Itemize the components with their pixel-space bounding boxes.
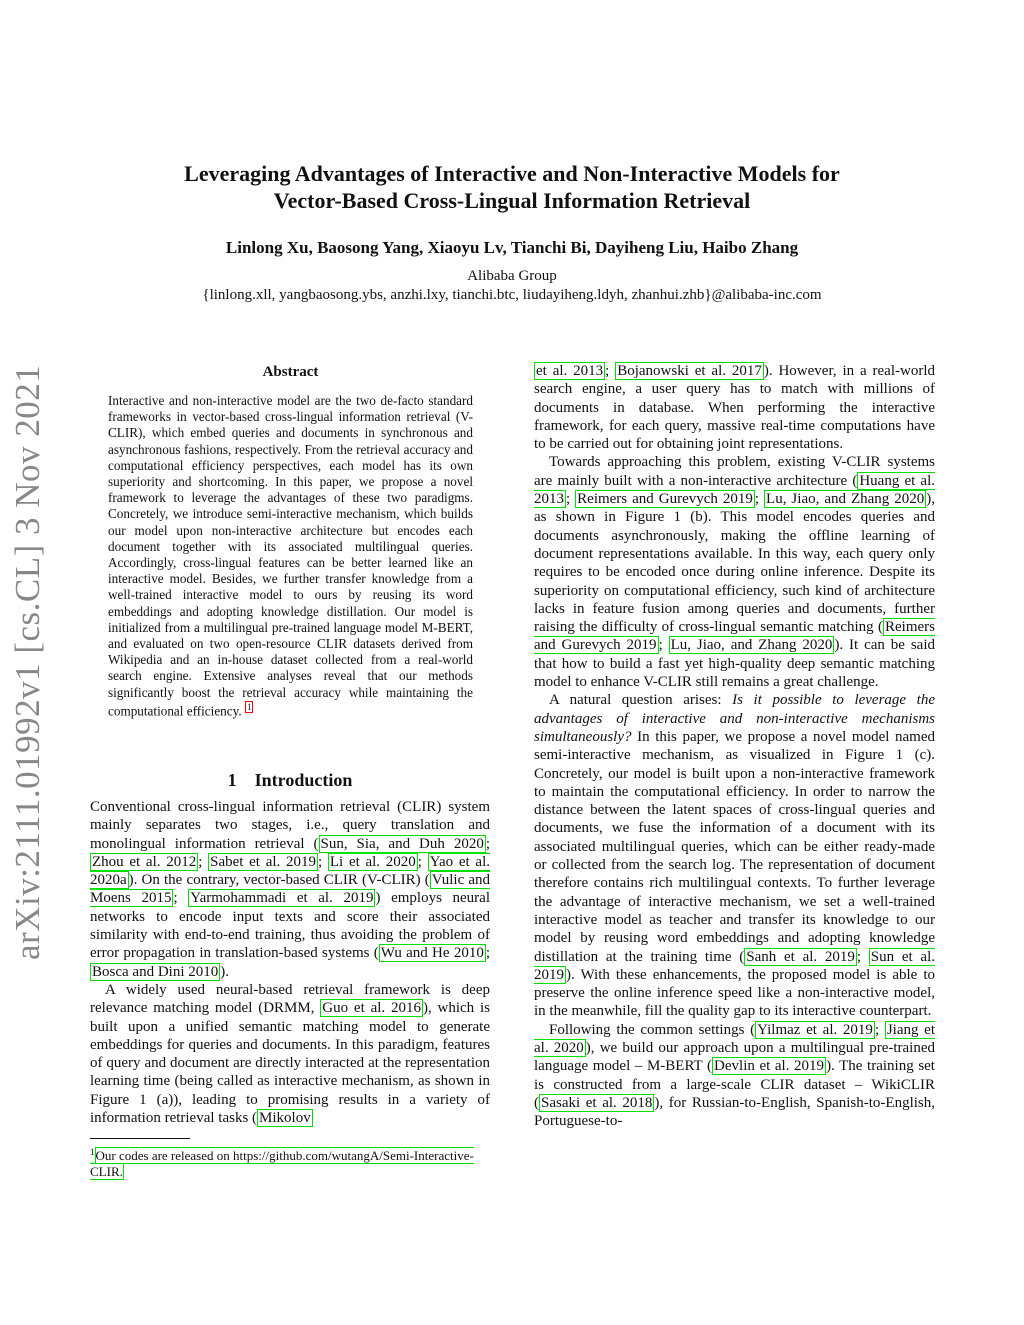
citation-link[interactable]: Sun et al. 2019 (534, 948, 935, 983)
intro-paragraph-1: Conventional cross-lingual information retrieval (CLIR) system mainly separates two stages, i.e., query translation and monolingual information retrieval ( Sun, Sia, and Duh 2020 ; Zhou et al. 2012 ; Sabet et al. 2019 ; Li et al. 2020 ; Yao et al. 2020a ). On the contrary, vector-based CLIR (V-CLIR) ( Vulic and Moens 2015 ; Yarmohammadi et al. 2019 ) employs neural networks to encode input texts and score their associated similarity with end-to-end training, thus avoiding the problem of error propagation in translation-based systems ( Wu and He 2010 ; Bosca and Dini 2010 ). (90, 799, 491, 980)
arxiv-stamp: arXiv:2111.01992v1 [cs.CL] 3 Nov 2021 (8, 364, 47, 960)
text: Towards approaching this problem, existing V-CLIR systems are mainly built with a non-interactive architecture ( (534, 454, 935, 489)
citation-link[interactable]: Lu, Jiao, and Zhang 2020 (670, 637, 833, 654)
text: ). The training set is constructed from a large-scale CLIR dataset – WikiCLIR ( (534, 1058, 935, 1111)
section-number: 1 (227, 770, 237, 790)
citation-link[interactable]: Guo et al. 2016 (322, 1000, 421, 1017)
citation-link[interactable]: et al. 2013 (536, 363, 604, 379)
text: ), which is built upon a unified semantic matching model to generate embeddings for queries and documents. In this paradigm, features of query and document are directly interacted at the representation learning time (being called as interactive mechanism, as shown in Figure 1 (a)), leading to promising results in a variety of information retrieval tasks ( (90, 1000, 490, 1127)
citation-link[interactable]: Mikolov (259, 1110, 311, 1127)
citation-link[interactable]: Reimers and Gurevych 2019 (534, 619, 935, 654)
footnote (90, 1144, 490, 1180)
title-line-1: Leveraging Advantages of Interactive and Non-Interactive Models for (184, 161, 840, 186)
text: ) employs neural networks to encode input texts and score their associated similarity with end-to-end training, thus avoiding the problem of error propagation in translation-based systems ( (90, 890, 490, 962)
citation-link[interactable]: Jiang et al. 2020 (534, 1021, 935, 1056)
citation-link[interactable]: Zhou et al. 2012 (92, 853, 197, 870)
text: ). (220, 963, 229, 980)
text: ). It can be said that how to build a fast yet high-quality deep semantic matching model to enhance V-CLIR still remains a great challenge. (534, 637, 935, 691)
intro-paragraph-2 (90, 981, 490, 1127)
footnote-rule (90, 1138, 190, 1139)
intro-paragraph-5: A natural question arises: Is it possible to leverage the advantages of interactive and non-interactive mechanisms simultaneously? In this paper, we propose a novel model named semi-interactive mechanism, as visualized in Figure 1 (c). Concretely, our model is built upon a non-interactive framework to maintain the computational efficiency. In order to narrow the distance between the latent spaces of cross-lingual queries and documents, we fuse the information of a document with its associated multilingual queries, which can be either ready-made or collected from the search log. The representation of document therefore contains rich multilingual contexts. To further leverage the advantage of interactive mechanism, we set a well-trained interactive model as teacher and transfer its knowledge to our model by reusing word embeddings and adopting knowledge distillation at the training time ( Sanh et al. 2019 ; Sun et al. 2019 ). With these enhancements, the proposed model is able to preserve the online inference speed like a non-interactive model, in the meanwhile, fill the quality gap to its interactive counterpart. (534, 692, 935, 1020)
citation-link[interactable]: Yao et al. 2020a (90, 853, 490, 889)
intro-paragraph-6: Following the common settings ( Yilmaz et al. 2019 ; Jiang et al. 2020 ), we build our approach upon a multilingual pre-trained language model – M-BERT ( Devlin et al. 2019 ). The training set is constructed from a large-scale CLIR dataset – WikiCLIR ( Sasaki et al. 2018 ), for Russian-to-English, Spanish-to-English, Portuguese-to- (534, 1021, 935, 1130)
text: Following the common settings ( (549, 1021, 756, 1038)
right-column (534, 362, 935, 1130)
citation-link[interactable]: Bosca and Dini 2010 (92, 963, 219, 980)
footnote-link[interactable]: 1 (246, 701, 252, 712)
citation-link[interactable]: Yarmohammadi et al. 2019 (190, 890, 374, 907)
abstract-text: Interactive and non-interactive model are the two de-facto standard frameworks in vector-based cross-lingual information retrieval (V-CLIR), which embed queries and documents in synchronous and asynchronous fashions, respectively. From the retrieval accuracy and computational efficiency perspectives, each model has its own superiority and shortcoming. In this paper, we propose a novel framework to leverage the advantages of these two paradigms. Concretely, we introduce semi-interactive mechanism, which builds our model upon non-interactive architecture but encodes each document together with its associated multilingual queries. Accordingly, cross-lingual features can be better learned like an interactive model. Besides, we further transfer knowledge from a well-trained interactive model to ours by reusing its word embeddings and adopting knowledge distillation. Our model is initialized from a multilingual pre-trained language model M-BERT, and evaluated on two open-resource CLIR datasets derived from Wikipedia and an in-house dataset collected from a real-world search engine. Extensive analyses reveal that our methods significantly boost the retrieval accuracy while maintaining the computational efficiency. (108, 393, 473, 719)
citation-link[interactable]: Reimers and Gurevych 2019 (577, 491, 753, 508)
text: ), as shown in Figure 1 (b). This model encodes queries and documents asynchronously, making the offline learning of document representations available. In this way, each query only requires to be encoded once during online inference. Despite its superiority on computational efficiency, such kind of architecture lacks in feature fusion among queries and documents, further raising the difficulty of cross-lingual semantic matching ( (534, 491, 936, 636)
author-emails: {linlong.xll, yangbaosong.ybs, anzhi.lxy, tianchi.btc, liudayiheng.ldyh, zhanhui.zhb}@alibaba-inc.com (202, 287, 822, 303)
text: Conventional cross-lingual information retrieval (CLIR) system mainly separates two stages, i.e., query translation and monolingual information retrieval ( (90, 799, 490, 852)
author-list: Linlong Xu, Baosong Yang, Xiaoyu Lv, Tianchi Bi, Dayiheng Liu, Haibo Zhang (225, 238, 799, 257)
text: A widely used neural-based retrieval framework is deep relevance matching model (DRMM, (90, 981, 490, 1017)
intro-paragraph-4: Towards approaching this problem, existing V-CLIR systems are mainly built with a non-interactive architecture ( Huang et al. 2013 ; Reimers and Gurevych 2019 ; Lu, Jiao, and Zhang 2020 ), as shown in Figure 1 (b). This model encodes queries and documents asynchronously, making the offline learning of document representations available. In this way, each query only requires to be encoded once during online inference. Despite its superiority on computational efficiency, such kind of architecture lacks in feature fusion among queries and documents, further raising the difficulty of cross-lingual semantic matching ( Reimers and Gurevych 2019 ; Lu, Jiao, and Zhang 2020 ). It can be said that how to build a fast yet high-quality deep semantic matching model to enhance V-CLIR still remains a great challenge. (534, 454, 936, 691)
research-question: Is it possible to leverage the advantages of interactive and non-interactive mechanisms simultaneously? (534, 692, 935, 745)
abstract-body (108, 393, 473, 719)
text: A natural question arises: (549, 692, 733, 709)
left-column (90, 798, 490, 1127)
citation-link[interactable]: Vulic and Moens 2015 (90, 872, 491, 907)
citation-link[interactable]: Sabet et al. 2019 (210, 853, 316, 870)
affiliation: Alibaba Group (467, 268, 557, 284)
paper-title (0, 160, 1024, 214)
citation-link[interactable]: Wu and He 2010 (380, 945, 484, 962)
citation-link[interactable]: Devlin et al. 2019 (714, 1058, 825, 1075)
text: ). On the contrary, vector-based CLIR (V-CLIR) ( (128, 872, 430, 889)
text: ). With these enhancements, the proposed model is able to preserve the online inference speed like a non-interactive model, in the meanwhile, fill the quality gap to its interactive counterpart. (534, 966, 935, 1020)
text: ), for Russian-to-English, Spanish-to-English, Portuguese-to- (534, 1094, 935, 1130)
text: ). However, in a real-world search engine, a user query has to match with millions of documents in database. When performing the interactive framework, for each query, massive real-time computations have to be carried out for obtaining joint representations. (534, 363, 935, 453)
footnote-number: 1 (90, 1147, 95, 1157)
citation-link[interactable]: Sasaki et al. 2018 (541, 1094, 653, 1111)
intro-paragraph-3: et al. 2013 ; Bojanowski et al. 2017 ). However, in a real-world search engine, a user query has to match with millions of documents in database. When performing the interactive framework, for each query, massive real-time computations have to be carried out for obtaining joint representations. (534, 363, 935, 453)
citation-link[interactable]: Li et al. 2020 (329, 853, 416, 870)
section-heading-introduction (90, 770, 490, 791)
text: ), we build our approach upon a multilingual pre-trained language model – M-BERT ( (534, 1039, 935, 1075)
citation-link[interactable]: Sanh et al. 2019 (746, 948, 855, 965)
text: In this paper, we propose a novel model named semi-interactive mechanism, as visualized in Figure 1 (c). Concretely, our model is built upon a non-interactive framework to maintain the computational efficiency. In order to narrow the distance between the latent spaces of cross-lingual queries and documents, we fuse the information of a document with its associated multilingual queries, which can be either ready-made or collected from the search log. The representation of document therefore contains rich multilingual contexts. To further leverage the advantage of interactive mechanism, we set a well-trained interactive model as teacher and transfer its knowledge to our model by reusing word embeddings and adopting knowledge distillation at the training time ( (534, 728, 935, 965)
citation-link[interactable]: Bojanowski et al. 2017 (617, 363, 762, 379)
footnote-link-text[interactable]: Our codes are released on https://github.com/wutangA/Semi-Interactive-CLIR. (90, 1148, 474, 1180)
citation-link[interactable]: Lu, Jiao, and Zhang 2020 (766, 491, 925, 508)
citation-link[interactable]: Yilmaz et al. 2019 (757, 1021, 873, 1038)
abstract-heading: Abstract (262, 364, 319, 380)
citation-link[interactable]: Sun, Sia, and Duh 2020 (320, 835, 484, 852)
section-title: Introduction (254, 770, 353, 790)
title-line-2: Vector-Based Cross-Lingual Information Retrieval (273, 188, 751, 213)
citation-link[interactable]: Huang et al. 2013 (534, 472, 935, 508)
